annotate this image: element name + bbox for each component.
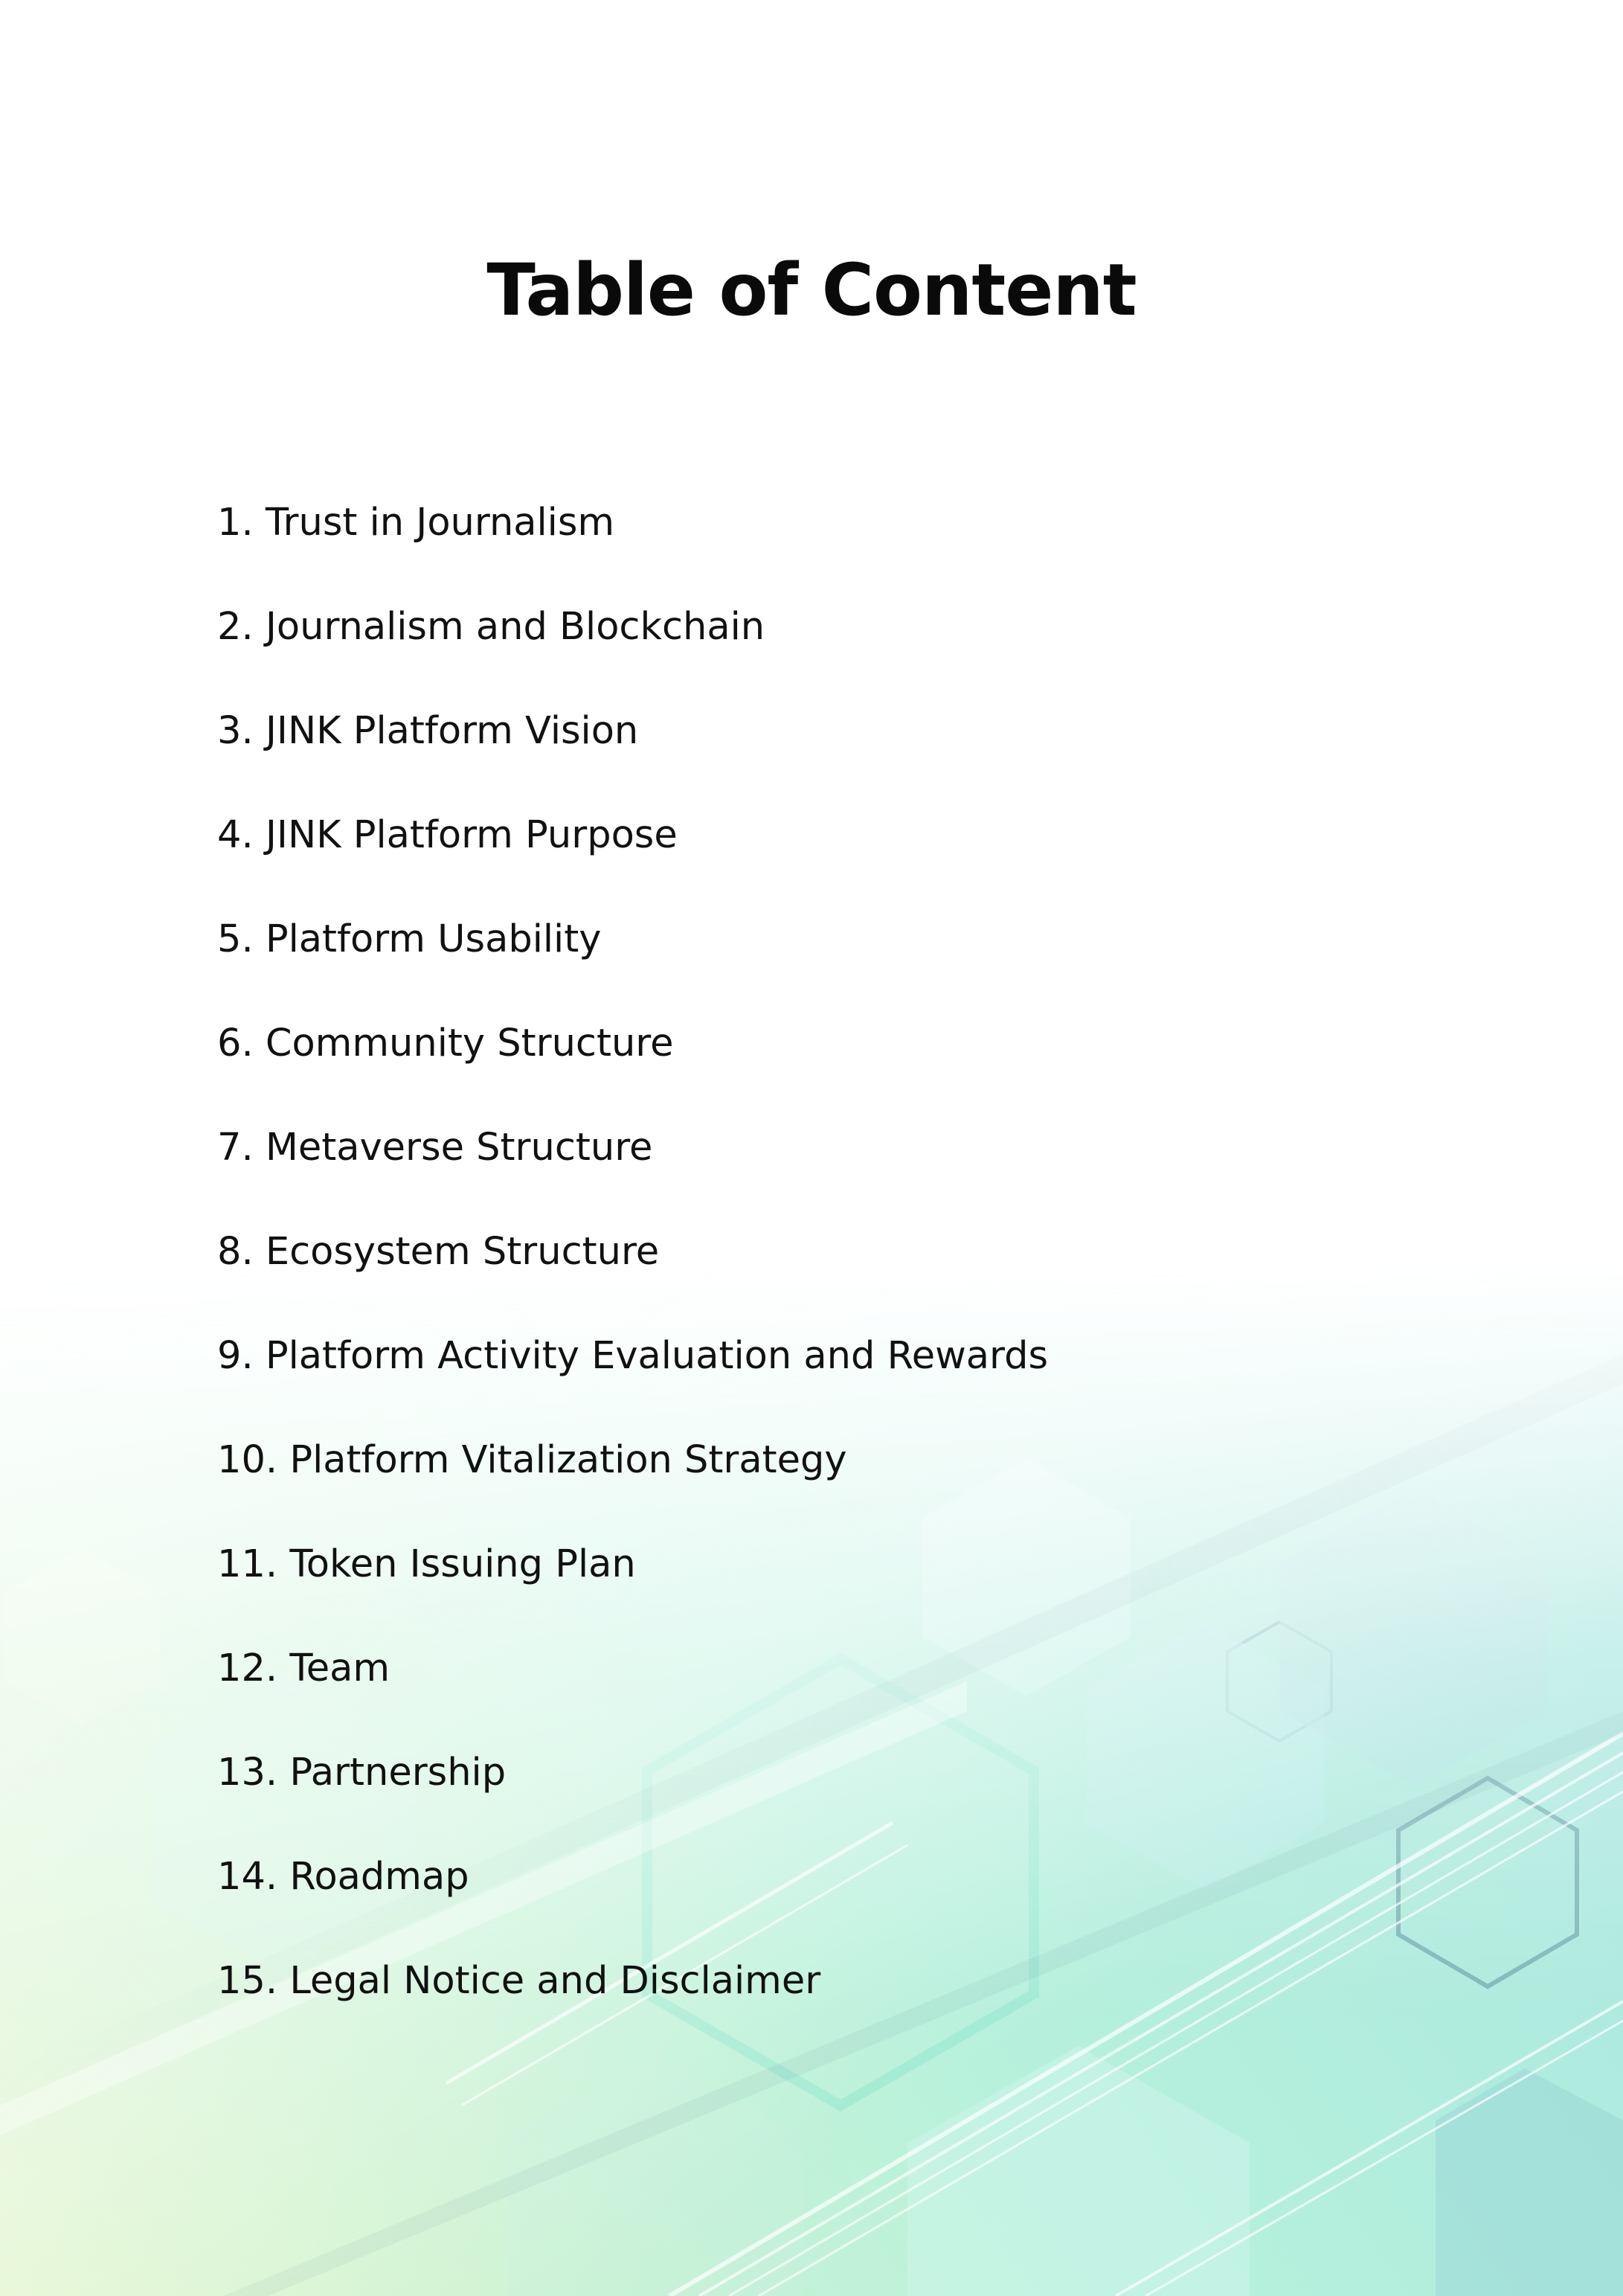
toc-item: 4. JINK Platform Purpose (217, 813, 678, 857)
toc-item: 10. Platform Vitalization Strategy (217, 1438, 847, 1482)
toc-item: 1. Trust in Journalism (217, 501, 615, 545)
toc-item: 13. Partnership (217, 1751, 507, 1795)
page-title: Table of Content (486, 248, 1137, 332)
toc-item: 8. Ecosystem Structure (217, 1230, 660, 1274)
toc-item: 12. Team (217, 1646, 391, 1690)
toc-item: 9. Platform Activity Evaluation and Rewards (217, 1334, 1049, 1378)
toc-item: 11. Token Issuing Plan (217, 1542, 636, 1586)
toc-item: 5. Platform Usability (217, 917, 602, 961)
toc-item: 14. Roadmap (217, 1855, 469, 1899)
toc-item: 2. Journalism and Blockchain (217, 605, 765, 649)
toc-item: 3. JINK Platform Vision (217, 709, 639, 753)
toc-item: 6. Community Structure (217, 1022, 674, 1065)
toc-item: 15. Legal Notice and Disclaimer (217, 1959, 821, 2003)
table-of-contents (217, 491, 1048, 2053)
toc-item: 7. Metaverse Structure (217, 1126, 653, 1170)
